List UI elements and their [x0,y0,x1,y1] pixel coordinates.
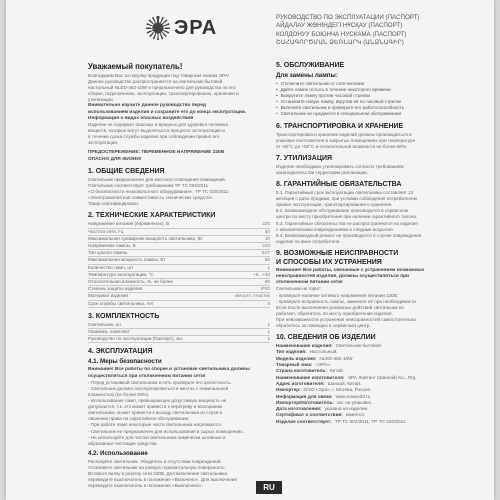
section-line: светильника, может привести к выходу светильника из строя и [88,410,223,416]
section-line: - проверьте наличие сетевого напряжения питания 220В; [276,292,399,298]
greeting-heading: Уважаемый покупатель! [88,62,183,71]
spec-row: Максимальная суммарная мощность светильника, Вт 10 [88,236,270,243]
section-line: При невозможности устранения неисправностей самостоятельно [276,316,416,322]
section-heading: 3. КОМПЛЕКТНОСТЬ [88,312,160,320]
title-line: КОЛДОНУУ БОЮНЧА НУСКАМА (ПАСПОРТ) [276,30,407,38]
section-heading: 5. ОБСЛУЖИВАНИЕ [276,62,345,69]
spec-row: Количество ламп, шт 1 [88,265,270,272]
section-line: месяцев с даты продажи, при условии соблюдения потребителем [276,196,417,202]
section-line: от -50°С до +50°С и относительной влажности не более 80%. [276,143,408,149]
danger-warning: ОПАСНО ДЛЯ ЖИЗНИ! [88,156,142,162]
product-info-row: Сертификат о соответствии: имеется. [276,412,366,418]
info-line: Изделие не содержит опасных и вредных для здоровья человека [88,122,228,128]
product-info-row: Адрес изготовителя: Шанхай, Китай. [276,380,362,386]
section-line: обратитесь за помощью в сервисный центр. [276,323,371,329]
section-line: Вставьте вилку в розетку сети 220В. Для включения светильника [88,471,228,476]
language-badge: RU [256,481,282,494]
product-info-row: Товарный знак: «ЭРА». [276,362,332,368]
section-line: - Использование ламп, превышающих допустимую мощность не [88,398,227,404]
intro-line: утилизации. [88,97,114,103]
bullet-item: • Установите новую лампу, вкрутив её по часовой стрелке [276,99,476,105]
title-line: РУКОВОДСТВО ПО ЭКСПЛУАТАЦИИ (ПАСПОРТ) [276,14,420,21]
section-line: Если после выполнения указанных действий светильник не [276,304,404,310]
section-line: абразивные чистящие средства. [88,440,158,446]
right-column [276,56,476,425]
section-line: работает, обратитесь по месту приобретения изделия. [276,310,393,316]
section-line: - При работе ламп некоторые части светильника нагреваются. [88,422,222,428]
intro-line: Данное руководство распространяется на светильник бытовой [88,79,223,85]
subsection-heading: 4.1. Меры безопасности [88,358,162,366]
section-line: изделия по вине потребителя. [276,238,341,244]
warning-line: использованием изделия и сохраните его до конца эксплуатации. [88,109,247,115]
spec-row: Степень защиты изделия IP20 [88,286,270,293]
bullet-item: • Включите светильник и проверьте его работоспособность [276,105,476,111]
contents-row: Светильник, шт 1 [88,322,270,329]
document-title [276,14,486,48]
section-line: - Светильник не предназначен для использования в сырых помещениях. [88,428,244,434]
section-line: - Не используйте для чистки светильника химически активные и [88,434,226,440]
section-line: переведите выключатель в положение «Включено». Для выключения [88,477,237,483]
section-heading: 9. ВОЗМОЖНЫЕ НЕИСПРАВНОСТИ [276,249,399,257]
spec-row: Материал изделия металл, пластик [88,293,270,300]
subsection-heading: 4.2. Использование [88,449,148,457]
product-info-row: Импортер: ООО «Эра», г. Москва, Россия. [276,387,372,393]
section-line: Установите светильник на ровную горизонтальную поверхность. [88,464,226,470]
section-line: лишению права на гарантийное обслуживание. [88,416,190,422]
contents-row: Руководство по эксплуатации (Паспорт), экз 1 [88,336,270,343]
sun-icon [146,16,170,40]
spec-row: Температура эксплуатации, °С +5...+40 [88,272,270,279]
section-line: переведите выключатель в положение «Выключено». [88,483,203,489]
bullet-item: • Светильник не нуждается в специальном обслуживании [276,111,476,117]
spec-row: Срок службы светильника, лет 5 [88,301,270,308]
section-line: 8.3. Гарантийные обязательства не распространяются на изделия [276,220,418,226]
section-line: влажностью (не более 80%). [88,391,150,397]
warning-line: осуществляться при отключенном питании сети! [88,373,206,379]
warning-line: неисправностей изделия, должны осуществляться при [276,274,409,280]
section-line: 8.1. Гарантийный срок эксплуатации светильника составляет 12 [276,190,414,196]
section-line: «О безопасности низковольтного оборудования», ТР ТС 020/2011 [88,189,229,195]
product-info-row: Наименование изделия: Светильник бытовой. [276,343,383,349]
section-line: - проверьте исправность лампы, замените её при необходимости. [276,298,418,304]
info-title: Информация о видах опасных воздействий [88,115,194,121]
contents-row: Упаковка, комплект 1 [88,329,270,336]
section-line: законодательства территории реализации. [276,169,369,175]
spec-row: Тип цоколя лампы E27 [88,250,270,257]
section-line: Светильник не горит: [276,286,322,292]
intro-line: Благодарим Вас за покупку продукции под товарным знаком ЭРА! [88,73,230,78]
section-line: 8.2. Безвозмездное обслуживание производится в сервисном [276,208,408,214]
section-line: центре по месту приобретения при наличии гарантийного талона. [276,214,418,220]
section-line: с механическими повреждениями и следами вскрытия. [276,226,394,232]
product-info-row: Дата изготовления: указана на изделии. [276,406,369,412]
warning-line: отключенном питании сети! [276,280,343,286]
intro-line: настольный NLED-462-10W и предназначено для руководства по его [88,85,236,91]
spec-table [88,221,270,307]
section-heading: 6. ТРАНСПОРТИРОВКА И ХРАНЕНИЕ [276,122,404,130]
product-info-row: Информация для связи: www.eraworld.ru [276,393,371,399]
product-info-row: Изделие соответствует: ТР ТС 004/2011, ТР ТС 020/2011 [276,418,406,424]
left-column [88,56,270,489]
section-heading: 4. ЭКСПЛУАТАЦИЯ [88,348,153,356]
title-line: АЙДАЛАУ ЖӨНІНДЕГІ НҰСҚАУ (ПАСПОРТ) [276,22,403,30]
subsection-heading: Для замены лампы: [276,72,338,79]
product-info-row: Модель изделия: NLED-462-10W [276,355,353,361]
warning-line: Внимание! Все работы, связанные с устранением возможных [276,267,425,273]
spec-row: Напряжение лампы, В 220 [88,243,270,250]
spec-row: Частота сети, Гц 50 [88,229,270,236]
spec-row: Напряжение питания (переменное), В 220 [88,221,270,228]
section-line: Транспортировка и хранение изделий должны производиться в [276,131,412,137]
info-line: эксплуатации. [88,140,119,146]
info-line: в течение срока службы изделия при соблюдении правил его [88,134,220,140]
product-info-row: Тип изделия: Настольный. [276,349,338,355]
section-heading: 10. СВЕДЕНИЯ ОБ ИЗДЕЛИИ [276,334,376,342]
brand-logo [146,16,217,40]
bullet-item: • Отключите светильник от сети питания [276,81,476,87]
section-line: допускается, т.к. это может привести к перегреву и возгоранию [88,404,223,410]
spec-row: Максимальная мощность лампы, Вт 60 [88,257,270,264]
section-line: Изделие необходимо утилизировать согласно требованиям [276,163,404,169]
section-heading: 7. УТИЛИЗАЦИЯ [276,154,333,162]
product-info-row: Импортер/Изготовитель: см. на упаковке. [276,399,373,405]
section-heading: 8. ГАРАНТИЙНЫЕ ОБЯЗАТЕЛЬСТВА [276,181,402,189]
warning-line: Внимание! Все работы по сборке и установке светильника должны [88,367,250,373]
section-line: правил эксплуатации, транспортирования и хранения. [276,202,393,208]
contents-table [88,322,270,344]
info-line: веществ, которые могут выделяться в процессе эксплуатации и [88,128,225,134]
instruction-sheet [6,0,494,500]
brand-name: ЭРА [174,16,218,39]
section-line: Светильник соответствует требованиям ТР ТС 004/2011 [88,182,208,188]
spec-row: Относительная влажность, %, не более 80 [88,279,270,286]
section-line: «Электромагнитная совместимость технических средств». [88,195,214,201]
bullet-item: • Выкрутите лампу против часовой стрелки [276,93,476,99]
bullet-item: • Дайте лампе остыть в течение некоторого времени [276,87,476,93]
product-info-row: Наименование изготовителя: ЭРА Лайтинг (Шанхай) Ко., Лтд. [276,374,417,380]
section-line: Товар сертифицирован. [88,201,140,207]
section-heading: И СПОСОБЫ ИХ УСТРАНЕНИЯ [276,258,382,266]
section-line: - Светильник должен эксплуатироваться в местах с номинальной [88,385,229,391]
section-line: Распакуйте светильник. Убедитесь в отсутствии повреждений. [88,458,222,464]
section-line: упаковке изготовителя в закрытых помещениях при температуре [276,137,416,143]
title-line: ՇԱՀԱԳՈՐԾՄԱՆ ՁԵՌՆԱՐԿ (ԱՆՁՆԱԳԻՐ) [276,39,404,47]
intro-line: сборке, подключению, эксплуатации, транспортированию, хранению и [88,91,239,97]
danger-warning: ПРЕДОСТЕРЕЖЕНИЕ: ПЕРЕМЕННОЕ НАПРЯЖЕНИЕ 220В [88,150,225,156]
section-line: Светильник предназначен для местного освещения помещений. [88,176,226,182]
section-heading: 2. ТЕХНИЧЕСКИЕ ХАРАКТЕРИСТИКИ [88,212,216,220]
section-heading: 1. ОБЩИЕ СВЕДЕНИЯ [88,167,165,175]
section-line: 8.4. Безвозмездный ремонт не производится в случае повреждения [276,232,422,238]
warning-line: Внимательно изучите данное руководство перед [88,103,206,109]
section-line: - Перед установкой светильника в сеть проверьте его целостность. [88,379,232,385]
product-info-row: Страна изготовитель: Китай. [276,368,344,374]
